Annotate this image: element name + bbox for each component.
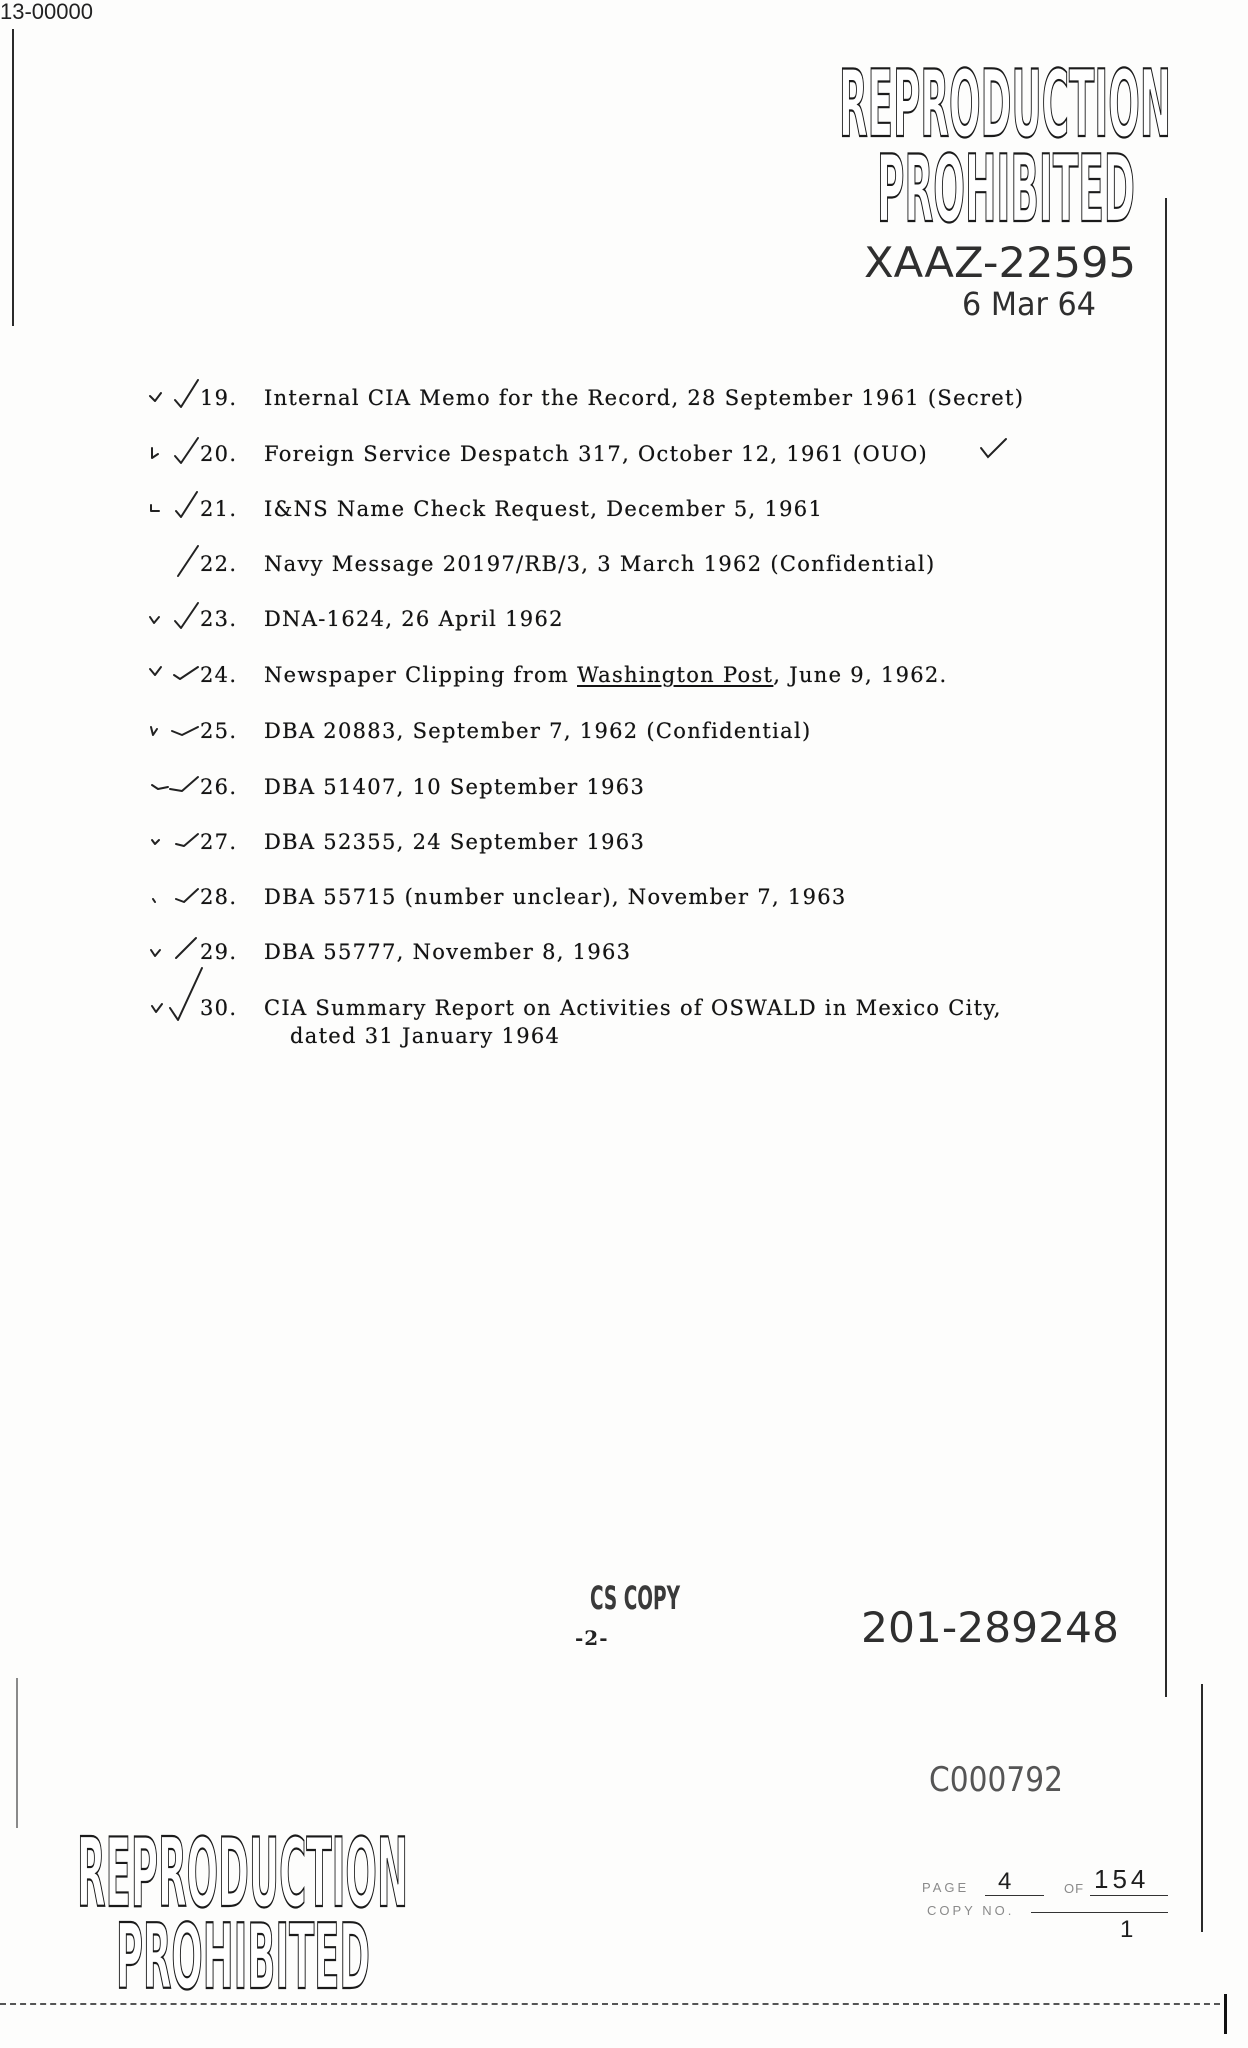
item-number: 23. [200, 607, 238, 631]
prohibited-stamp-top [876, 135, 1136, 243]
list-item [0, 828, 1100, 856]
page-value: 4 [998, 1868, 1012, 1895]
list-item [0, 994, 1100, 1050]
reproduction-stamp-bottom [76, 1819, 409, 1929]
check-mark-icon [148, 964, 208, 1028]
handwritten-date [960, 282, 1098, 323]
bottom-edge-line [0, 2003, 1220, 2005]
left-margin-line-lower [16, 1678, 18, 1828]
copy-value: 1 [1120, 1916, 1134, 1943]
item-text: DNA-1624, 26 April 1962 [264, 607, 564, 631]
corner-mark [1224, 1994, 1227, 2034]
check-mark-icon [148, 542, 204, 582]
of-label: OF [1064, 1881, 1085, 1896]
copy-label: COPY NO. [927, 1903, 1015, 1918]
cs-copy-text: CS COPY [590, 1579, 681, 1617]
total-underline [1090, 1895, 1168, 1896]
item-number: 20. [200, 442, 238, 466]
item-number: 19. [200, 386, 238, 410]
control-number-stamp [928, 1760, 1066, 1800]
check-mark-icon [148, 875, 204, 915]
item-text: Foreign Service Despatch 317, October 12, 1961 (OUO) [264, 442, 928, 466]
item-text: DBA 55777, November 8, 1963 [264, 940, 632, 964]
item-text: Internal CIA Memo for the Record, 28 September 1961 (Secret) [264, 386, 1025, 410]
stamp-line-reproduction: REPRODUCTION [77, 1819, 408, 1929]
document-id: 13-00000 [0, 0, 93, 24]
item-text: DBA 52355, 24 September 1963 [264, 830, 646, 854]
item-number: 29. [200, 940, 238, 964]
stamp-line-reproduction: REPRODUCTION [839, 50, 1171, 158]
total-pages: 154 [1094, 1864, 1150, 1894]
list-item [0, 384, 1100, 412]
handwritten-file-number [859, 1594, 1121, 1650]
item-text: I&NS Name Check Request, December 5, 1961 [264, 497, 824, 521]
check-mark-icon [148, 432, 204, 472]
stamp-line-prohibited: PROHIBITED [877, 135, 1135, 243]
list-item [0, 550, 1100, 578]
item-text: DBA 51407, 10 September 1963 [264, 775, 646, 799]
check-mark-icon [148, 653, 204, 693]
check-mark-icon [148, 820, 204, 860]
list-item [0, 883, 1100, 911]
reference-number: XAAZ-22595 [864, 238, 1136, 287]
item-text: Navy Message 20197/RB/3, 3 March 1962 (Confidential) [264, 552, 936, 576]
check-mark-icon [148, 765, 204, 805]
item-text-continued: dated 31 January 1964 [290, 1024, 561, 1048]
control-number: C000792 [929, 1760, 1063, 1800]
list-item [0, 773, 1100, 801]
publication-title: Washington Post [577, 663, 774, 687]
reproduction-stamp-top [838, 50, 1172, 158]
list-item [0, 605, 1100, 633]
right-margin-line-lower [1201, 1684, 1203, 1932]
stamp-line-prohibited: PROHIBITED [116, 1905, 370, 2010]
date-text: 6 Mar 64 [962, 285, 1096, 323]
copy-line [1031, 1912, 1168, 1913]
check-mark-icon [148, 597, 204, 637]
right-margin-line [1165, 198, 1167, 1697]
handwritten-reference [862, 232, 1138, 287]
list-item [0, 661, 1100, 689]
list-item [0, 938, 1100, 966]
item-number: 25. [200, 719, 238, 743]
item-number: 21. [200, 497, 238, 521]
item-text-before: Newspaper Clipping from [264, 663, 578, 687]
item-number: 26. [200, 775, 238, 799]
page-label: PAGE [922, 1880, 970, 1895]
page-underline [985, 1895, 1044, 1896]
item-number: 28. [200, 885, 238, 909]
check-mark-icon [148, 376, 204, 416]
item-text: CIA Summary Report on Activities of OSWALD in Mexico City, [264, 996, 1002, 1020]
page-copy-box [915, 1860, 1175, 1950]
item-number: 30. [200, 996, 238, 1020]
page-number: -2- [575, 1626, 609, 1650]
file-number: 201-289248 [861, 1603, 1119, 1652]
prohibited-stamp-bottom [115, 1905, 371, 2010]
list-item [0, 495, 1100, 523]
check-mark-icon [148, 487, 204, 527]
item-text [264, 661, 948, 689]
item-number: 27. [200, 830, 238, 854]
check-mark-icon [148, 709, 204, 749]
item-number: 22. [200, 552, 238, 576]
item-text: DBA 55715 (number unclear), November 7, 1963 [264, 885, 847, 909]
list-item [0, 717, 1100, 745]
left-margin-line [12, 29, 14, 326]
check-mark-icon [979, 436, 1009, 462]
list-item [0, 440, 1100, 468]
item-text: DBA 20883, September 7, 1962 (Confidential) [264, 719, 812, 743]
item-number: 24. [200, 663, 238, 687]
item-text-after: , June 9, 1962. [773, 663, 948, 687]
cs-copy-stamp [589, 1578, 683, 1617]
